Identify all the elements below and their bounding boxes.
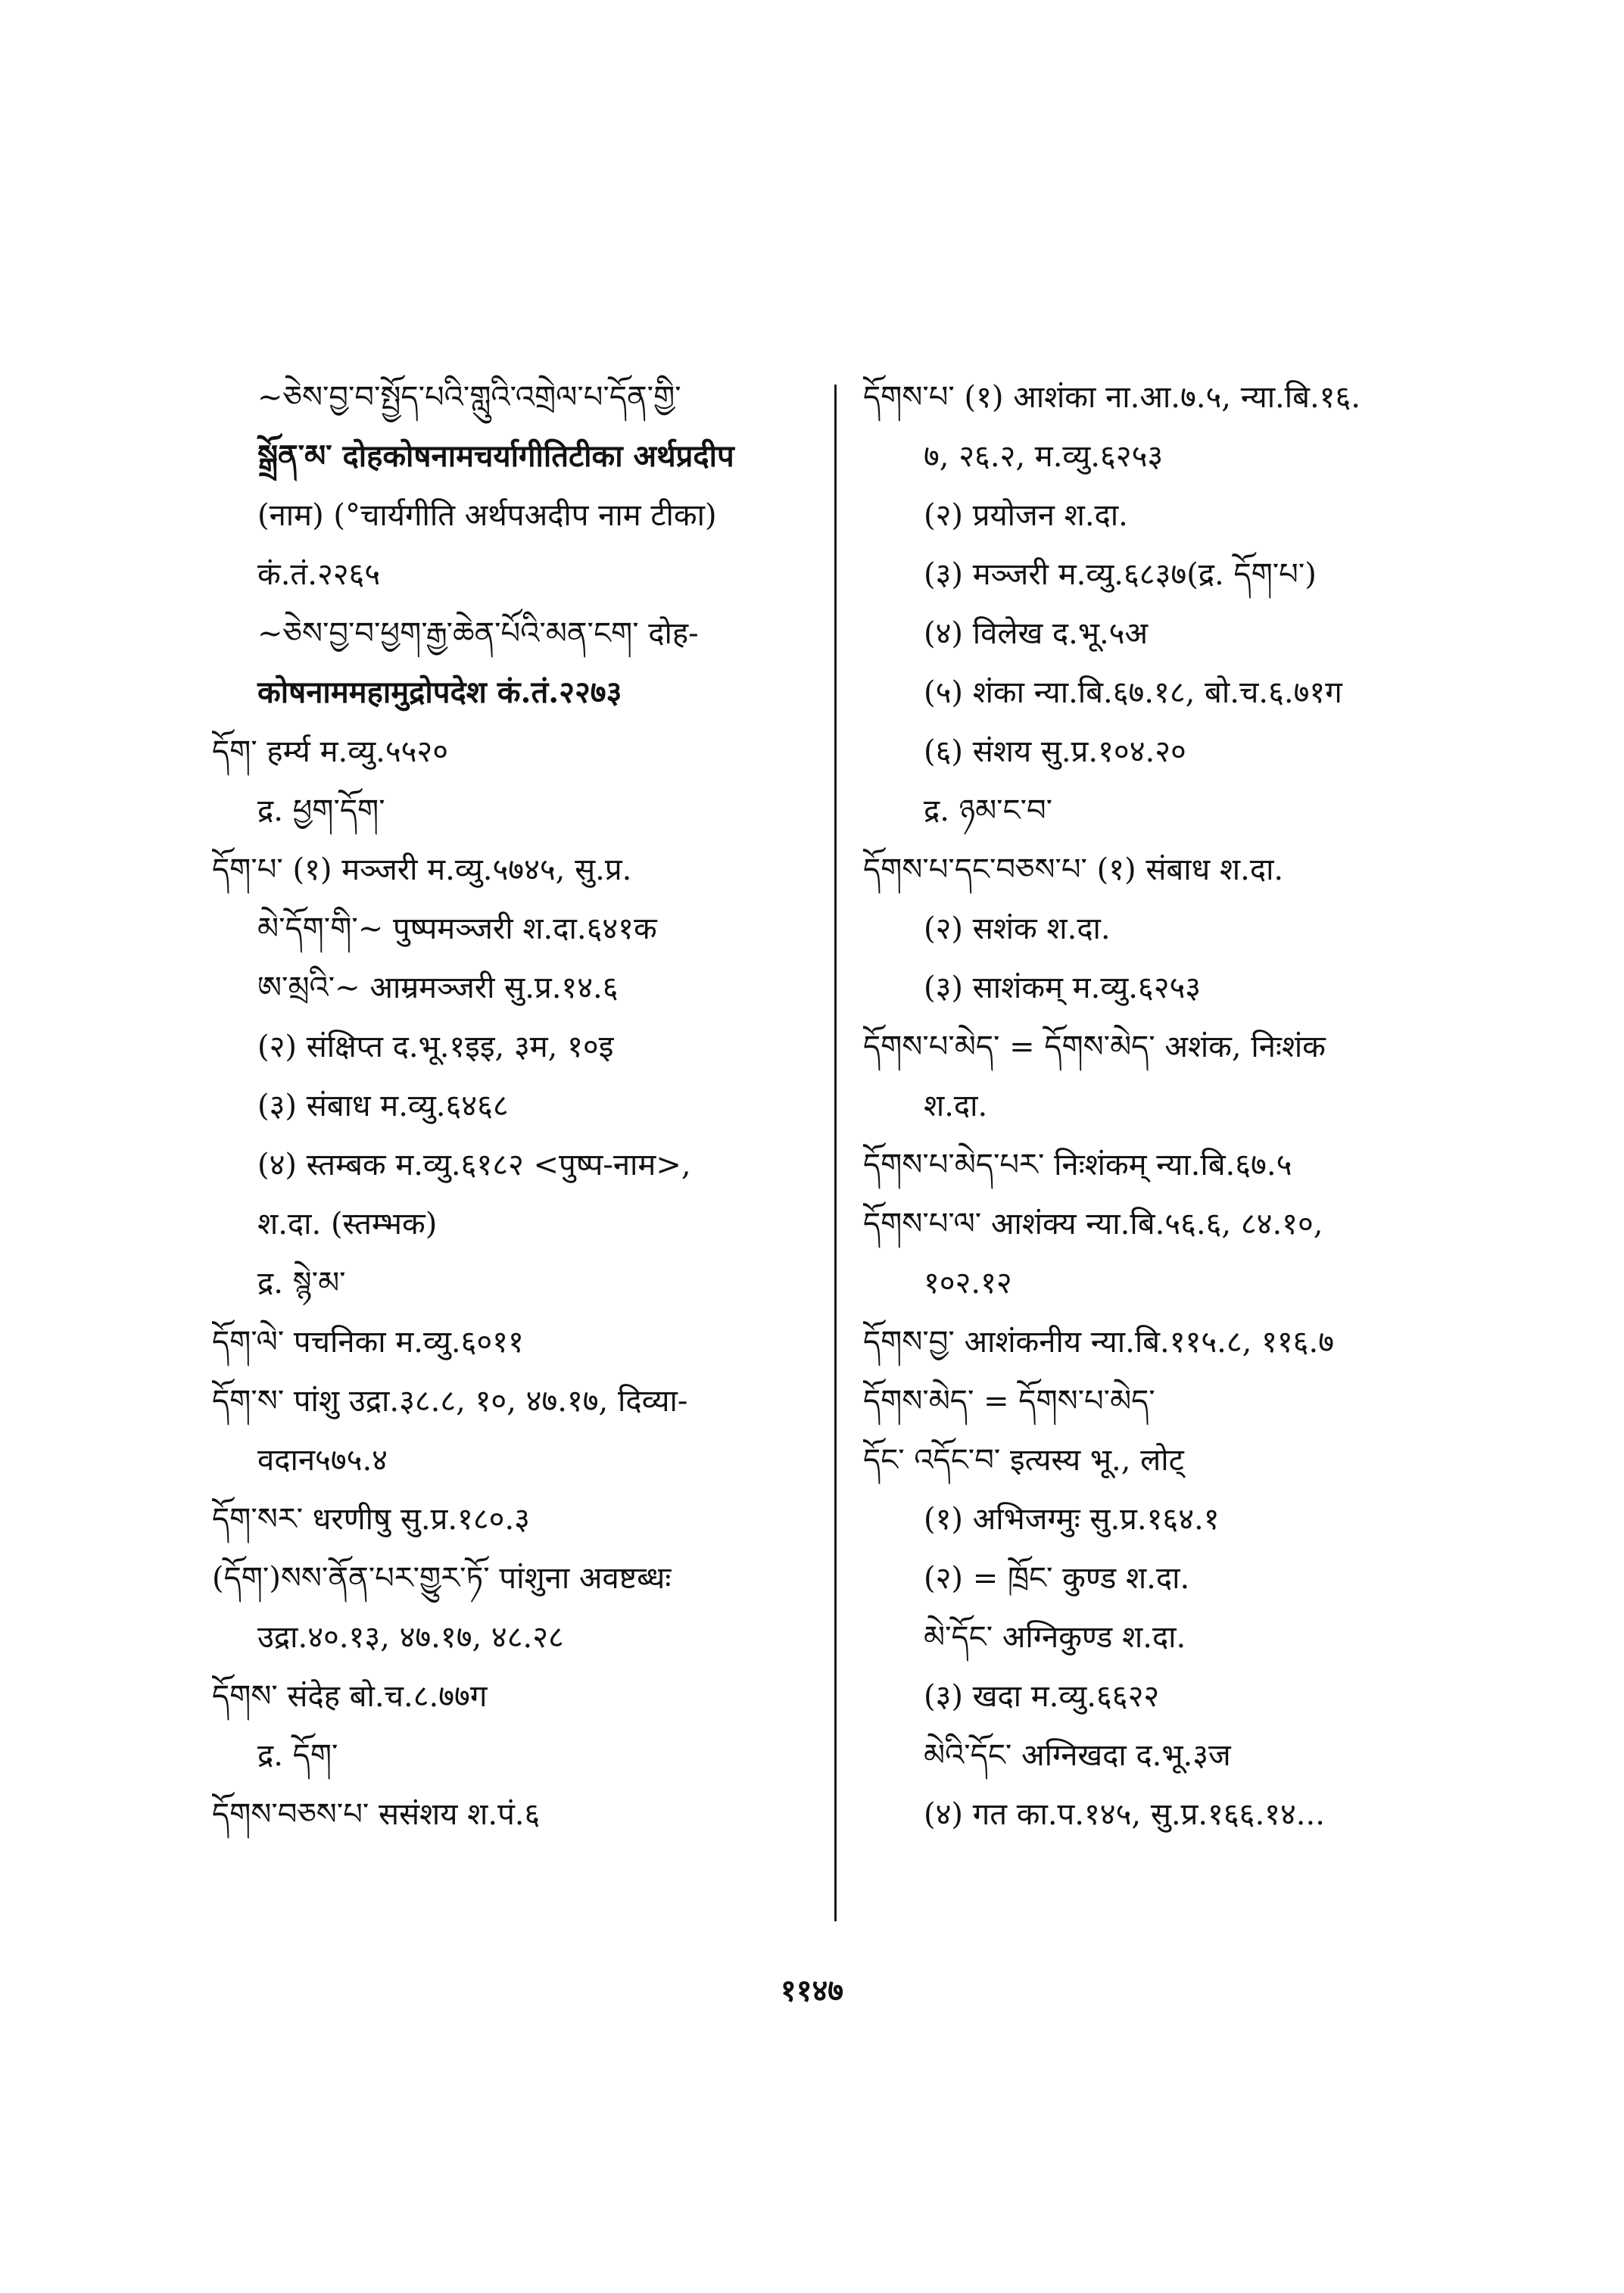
entry-line: (३) मञ्जरी म.व्यु.६८३७(द्र. དོག་པ་) <box>924 557 1317 592</box>
entry-line: (२) = ཁྲོང་ कुण्ड श.दा. <box>924 1561 1190 1596</box>
headword-line: དོང་ འདོང་བ་ इत्यस्य भू., लोट् <box>863 1443 1184 1478</box>
headword-line: དོག་སར་ धरणीषु सु.प्र.१८०.३ <box>212 1502 530 1537</box>
entry-line: वदान५७५.४ <box>257 1443 388 1478</box>
entry-line: ~ཅེས་བྱ་བ་ཕྱག་རྒྱ་ཆེན་པོའི་མན་ངག་ दोह- <box>257 616 699 651</box>
entry-line: (१) अभिजग्मुः सु.प्र.१६४.१ <box>924 1502 1220 1537</box>
entry-line: ཨ་མྲའི་~ आम्रमञ्जरी सु.प्र.१४.६ <box>257 970 619 1005</box>
entry-line: (३) संबाध म.व्यु.६४६८ <box>257 1089 509 1123</box>
headword-line: དོགས་ संदेह बो.च.८.७७ग <box>212 1679 488 1714</box>
entry-line: (५) शंका न्या.बि.६७.१८, बो.च.६.७१ग <box>924 675 1342 710</box>
entry-line: द्र. ཕྱག་དོག་ <box>257 793 385 828</box>
entry-line: (६) संशय सु.प्र.१०४.२० <box>924 734 1186 769</box>
headword-line: དོག་ལེ་ पचनिका म.व्यु.६०११ <box>212 1325 524 1360</box>
headword-line: དོགས་མེད་ = དོགས་པ་མེད་ <box>863 1384 1155 1419</box>
column-divider <box>834 385 837 1921</box>
entry-line: द्र. དོག་ <box>257 1738 338 1773</box>
entry-line: द्र. སྙེ་མ་ <box>257 1266 346 1301</box>
headword-line: དོག་ हर्म्य म.व्यु.५५२० <box>212 734 449 769</box>
headword-line: (དོག་)སས་ནོན་པར་གྱུར་ཏོ་ पांशुना अवष्टब्धः <box>212 1561 672 1596</box>
entry-line: (३) खदा म.व्यु.६६२२ <box>924 1679 1160 1714</box>
entry-line: (४) गत का.प.१४५, सु.प्र.१६६.१४... <box>924 1797 1325 1832</box>
entry-line: མེའི་དོང་ अग्निखदा द.भू.३ज <box>924 1738 1231 1773</box>
headword-line: དོགས་པ་ (१) आशंका ना.आ.७.५, न्या.बि.१६. <box>863 380 1361 415</box>
entry-line: (४) स्तम्बक म.व्यु.६१८२ <पुष्प-नाम>, <box>257 1148 691 1182</box>
headword-line: དོགས་བཅས་པ་ ससंशय श.पं.६ <box>212 1797 541 1832</box>
entry-line: ~ཅེས་བྱ་བ་སྤྱོད་པའི་གླུའི་འགྲེལ་པ་དོན་གྱི་ <box>257 380 681 415</box>
entry-line: སྒྲོན་མ་ दोहकोषनामचर्यागीतिटीका अर्थप्रदीप <box>257 438 734 474</box>
entry-line: (२) संक्षिप्त द.भू.१इइ, ३म, १०इ <box>257 1030 614 1064</box>
headword-line: དོག་པ་ (१) मञ्जरी म.व्यु.५७४५, सु.प्र. <box>212 852 632 887</box>
entry-line: उद्रा.४०.१३, ४७.१७, ४८.२८ <box>257 1620 564 1655</box>
entry-line: ७, २६.२, म.व्यु.६२५३ <box>924 439 1164 474</box>
entry-line: कोषनाममहामुद्रोपदेश कं.तं.२२७३ <box>257 675 622 710</box>
entry-line: མེ་དོག་གི་~ पुष्पमञ्जरी श.दा.६४१क <box>257 911 657 946</box>
right-column <box>863 368 1514 1844</box>
headword-line: དོགས་པ་ལ་ आशंक्य न्या.बि.५६.६, ८४.१०, <box>863 1207 1323 1242</box>
entry-line: (२) सशंक श.दा. <box>924 911 1111 946</box>
headword-line: དོགས་བྱ་ आशंकनीय न्या.बि.११५.८, ११६.७ <box>863 1325 1334 1360</box>
entry-line: श.दा. (स्तम्भक) <box>257 1207 438 1242</box>
entry-line: མེ་དོང་ अग्निकुण्ड श.दा. <box>924 1620 1186 1655</box>
entry-line: श.दा. <box>924 1089 988 1123</box>
headword-line: དོགས་པ་མེད་ = དོགས་མེད་ अशंक, निःशंक <box>863 1030 1326 1064</box>
entry-line: (२) प्रयोजन श.दा. <box>924 498 1128 533</box>
headword-line: དོགས་པ་དང་བཅས་པ་ (१) संबाध श.दा. <box>863 852 1284 887</box>
left-column <box>212 368 886 1844</box>
entry-line: कं.तं.२२६५ <box>257 557 381 592</box>
entry-line: (नाम) (°चार्यगीति अर्थपअदीप नाम टीका) <box>257 498 717 533</box>
entry-line: द्र. ཉམ་ང་བ་ <box>924 793 1053 828</box>
headword-line: དོགས་པ་མེད་པར་ निःशंकम् न्या.बि.६७.५ <box>863 1148 1292 1182</box>
entry-line: (३) साशंकम् म.व्यु.६२५३ <box>924 970 1202 1005</box>
headword-line: དོག་ས་ पांशु उद्रा.३८.८, १०, ४७.१७, दिव्या- <box>212 1384 688 1419</box>
entry-line: (४) विलेख द.भू.५अ <box>924 616 1149 651</box>
page-number: ११४७ <box>780 1973 844 2008</box>
entry-line: १०२.१२ <box>924 1266 1012 1301</box>
